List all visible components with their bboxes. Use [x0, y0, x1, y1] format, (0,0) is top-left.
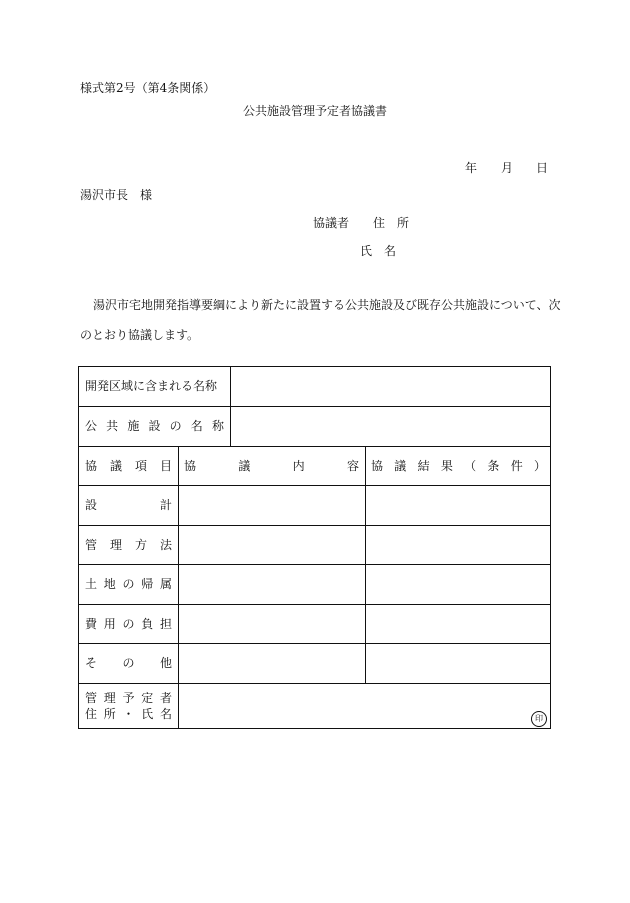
agreement-table — [78, 366, 551, 729]
row-label-land-ownership: 土 地 の 帰 属 — [85, 577, 172, 591]
applicant-address-label: 住 所 — [373, 216, 410, 230]
date-day: 日 — [536, 161, 549, 175]
applicant-name-label: 氏 名 — [360, 244, 397, 258]
date-year: 年 — [465, 161, 478, 175]
form-number: 様式第2号（第4条関係） — [80, 81, 216, 95]
facility-name-label: 公 共 施 設 の 名 称 — [85, 419, 224, 433]
applicant-label: 協議者 — [313, 216, 350, 230]
body-text-line-1: 湯沢市宅地開発指導要綱により新たに設置する公共施設及び既存公共施設について、次 — [93, 298, 561, 312]
addressee: 湯沢市長 様 — [80, 188, 153, 202]
header-agreement-content: 協 議 内 容 — [184, 459, 359, 473]
row-label-management: 管 理 方 法 — [85, 538, 172, 552]
document-title: 公共施設管理予定者協議書 — [242, 104, 387, 118]
body-text-line-2: のとおり協議します。 — [80, 328, 200, 342]
facility-name-input[interactable] — [231, 407, 550, 446]
manager-label-line-1: 管 理 予 定 者 — [85, 691, 172, 705]
dev-area-label: 開発区域に含まれる名称 — [85, 379, 218, 393]
header-agreement-result: 協 議 結 果 （ 条 件 ） — [371, 459, 546, 473]
date-month: 月 — [501, 161, 514, 175]
seal-mark: 印 — [531, 711, 547, 727]
header-agreement-item: 協 議 項 目 — [85, 459, 172, 473]
row-label-cost: 費 用 の 負 担 — [85, 617, 172, 631]
dev-area-input[interactable] — [231, 367, 550, 406]
row-label-design: 設 計 — [85, 498, 172, 512]
manager-label-line-2: 住 所 ・ 氏 名 — [85, 707, 172, 721]
row-label-other: そ の 他 — [85, 656, 172, 670]
